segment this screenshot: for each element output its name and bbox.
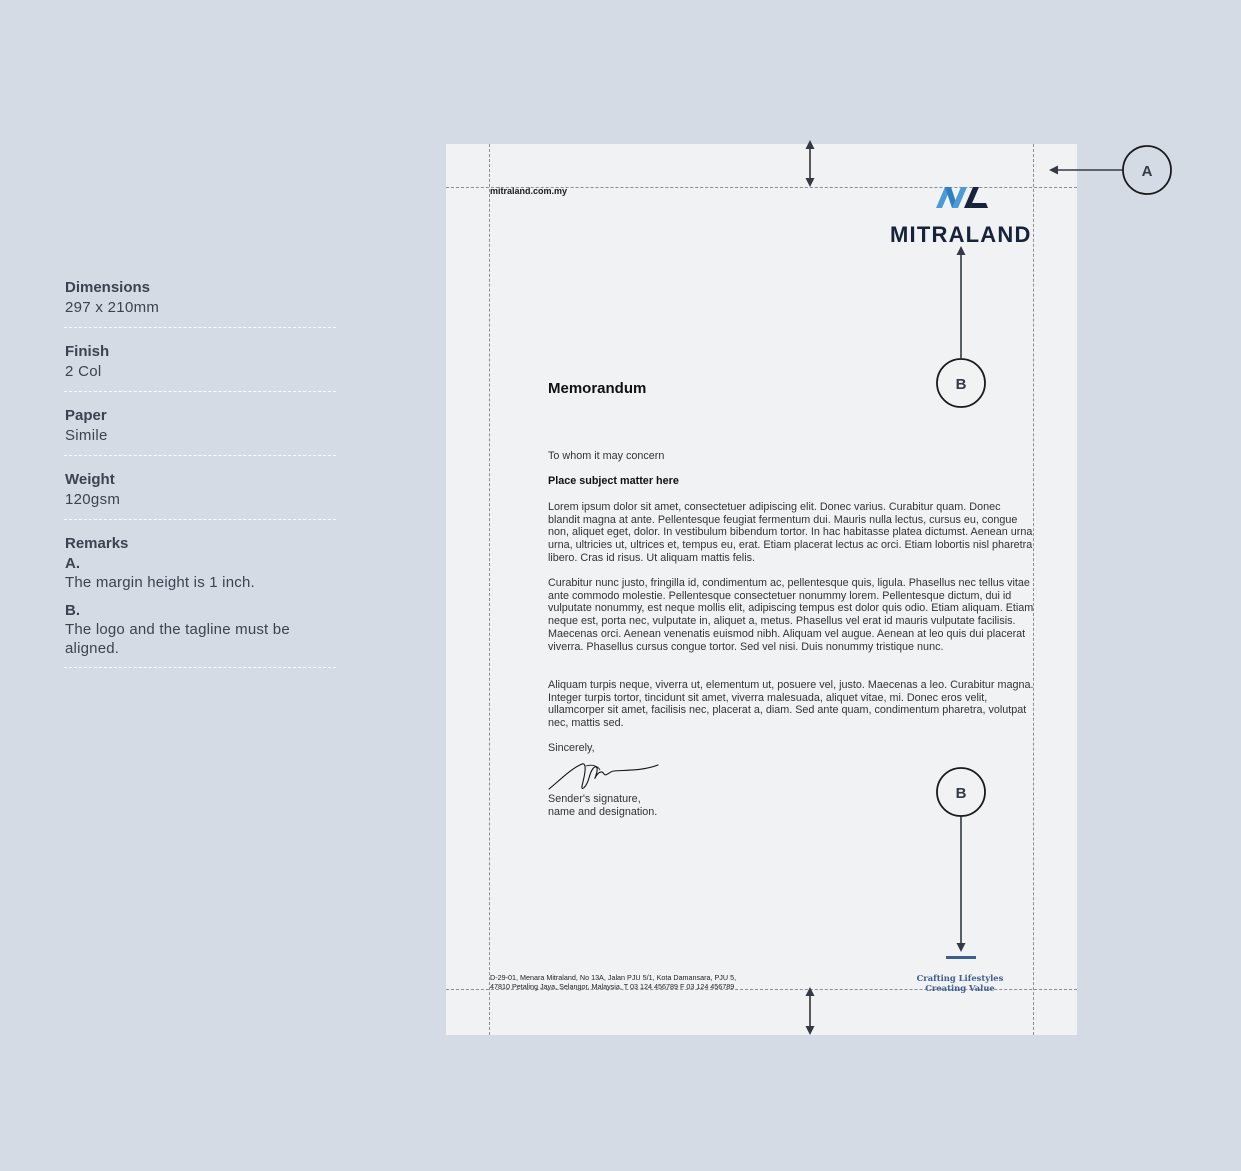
memo-title: Memorandum (548, 380, 647, 397)
spec-value: 120gsm (65, 491, 121, 508)
logo-wordmark: MITRALAND (890, 222, 1032, 247)
callout-b-tagline (937, 768, 985, 950)
remark-text-a: The margin height is 1 inch. (65, 574, 255, 591)
address-line: 47810 Petaling Jaya, Selangor, Malaysia. T 03 124 456789 F 03 124 456789 (490, 982, 735, 991)
spec-value: Simile (65, 427, 108, 444)
callout-b-label: B (955, 785, 967, 802)
remark-text-b: The logo and the tagline must be aligned. (65, 621, 290, 657)
body-paragraph: Curabitur nunc justo, fringilla id, condimentum ac, pellentesque quis, ligula. Phasellus nec tellus vitae ante commodo molestie. Pellentesque consectetuer nonummy lorem. Pellentesque dictum, dui id vulputate nonummy, est neque mollis elit, adipiscing tempus est dolor quis odio. Etiam aliquam. Etiam neque est, porta nec, vulputate in, aliquet a, metus. Phasellus vel erat id mauris vulputate facilisis. Maecenas orci. Aenean venenatis euismod nibh. Aliquam vel augue. Aenean at leo quis dui placerat viverra. Phasellus cursus congue tortor. Sed vel nisi. Duis nonummy tristique nunc. (548, 577, 1034, 653)
callout-b-logo (937, 248, 985, 407)
spec-label: Dimensions (65, 279, 151, 296)
callout-a-label: A (1141, 163, 1153, 180)
remark-key-b: B. (65, 602, 80, 619)
spec-label: Finish (65, 343, 110, 360)
subject-line: Place subject matter here (548, 475, 679, 487)
remark-key-a: A. (65, 555, 80, 572)
sender-line: Sender's signature, (548, 793, 641, 805)
body-paragraph: Lorem ipsum dolor sit amet, consectetuer adipiscing elit. Donec varius. Curabitur quam. Donec blandit magna at ante. Pellentesque feugiat fermentum dui. Mauris nulla lectus, cursus eu, congue non, aliquet eget, dolor. In vestibulum bibendum tortor. In hac habitasse platea dictumst. Aenean urna urna, ultricies ut, ultrices et, tempus eu, erat. Etiam placerat lectus ac orci. Etiam lobortis nisl pharetra libero. Cras id risus. Ut aliquam mattis felis. (548, 501, 1033, 564)
body-paragraph: Aliquam turpis neque, viverra ut, elementum ut, posuere vel, justo. Maecenas a leo. Curabitur magna. Integer turpis tortor, tincidunt sit amet, viverra malesuada, aliquet vitae, mi. Donec eros velit, ullamcorper sit amet, facilisis nec, placerat a, diam. Sed ante quam, condimentum pharetra, volutpat nec, mattis sed. (548, 679, 1034, 730)
tagline-line: Creating Value (925, 983, 995, 993)
spec-label: Weight (65, 471, 115, 488)
spec-value: 2 Col (65, 363, 102, 380)
callout-a (1051, 146, 1171, 194)
spec-value: 297 x 210mm (65, 299, 160, 316)
spec-label: Remarks (65, 535, 129, 552)
spec-label: Paper (65, 407, 107, 424)
closing: Sincerely, (548, 742, 595, 754)
sender-line: name and designation. (548, 805, 658, 818)
website-url: mitraland.com.my (490, 186, 568, 196)
tagline-line: Crafting Lifestyles (916, 973, 1004, 983)
address-line: D-29-01, Menara Mitraland, No 13A, Jalan PJU 5/1, Kota Damansara, PJU 5, (490, 973, 737, 982)
salutation: To whom it may concern (548, 450, 665, 462)
callout-b-label: B (955, 376, 967, 393)
